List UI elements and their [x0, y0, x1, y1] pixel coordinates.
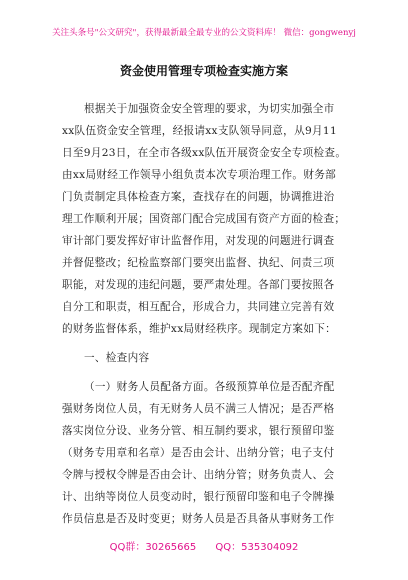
text-line: 理工作顺利开展；国资部门配合完成国有资产方面的检查；: [62, 213, 346, 225]
text-line: 由xx局财经工作领导小组负责本次专项治理工作。财务部: [62, 169, 336, 181]
qq-number: QQ：535304092: [215, 542, 299, 553]
text-line: xx队伍资金安全管理，经报请xx支队领导同意，从9月11: [62, 125, 337, 137]
text-line: 根据关于加强资金安全管理的要求，为切实加强全市: [84, 103, 335, 115]
text-line: （一）财务人员配备方面。各级预算单位是否配齐配: [84, 381, 335, 393]
text-line: 落实岗位分设、业务分管、相互制约要求，银行预留印鉴: [62, 425, 335, 437]
text-line: 计、出纳等岗位人员变动时，银行预留印鉴和电子令牌操: [62, 491, 335, 503]
header-banner: 关注头条号"公文研究"，获得最新最全最专业的公文资料库！ 微信：gongwenyj: [52, 28, 356, 38]
text-line: 作员信息是否及时变更；财务人员是否具备从事财务工作: [62, 513, 335, 525]
text-line: 令牌与授权令牌是否由会计、出纳分管；财务负责人、会: [62, 469, 335, 481]
text-line: 门负责制定具体检查方案，查找存在的问题，协调推进治: [62, 191, 335, 203]
text-line: 自分工和职责，相互配合，形成合力，共同建立完善有效: [62, 301, 335, 313]
text-line: 日至9月23日，在全市各级xx队伍开展资金安全专项检查。: [62, 147, 347, 159]
section-heading: 一、检查内容: [84, 352, 150, 364]
text-line: 的财务监督体系，维护xx局财经秩序。现制定方案如下：: [62, 323, 336, 335]
text-line: 职能，对发现的违纪问题，要严肃处理。各部门要按照各: [62, 279, 335, 291]
footer-contact: [0, 538, 408, 553]
document-title: 资金使用管理专项检查实施方案: [119, 64, 288, 78]
text-line: 审计部门要发挥好审计监督作用，对发现的问题进行调查: [62, 235, 335, 247]
text-line: （财务专用章和名章）是否由会计、出纳分管；电子支付: [62, 447, 335, 459]
text-line: 强财务岗位人员，有无财务人员不满三人情况；是否严格: [62, 403, 335, 415]
text-line: 并督促整改；纪检监察部门要突出监督、执纪、问责三项: [62, 257, 335, 269]
qq-group-number: QQ群：30265665: [109, 542, 197, 553]
